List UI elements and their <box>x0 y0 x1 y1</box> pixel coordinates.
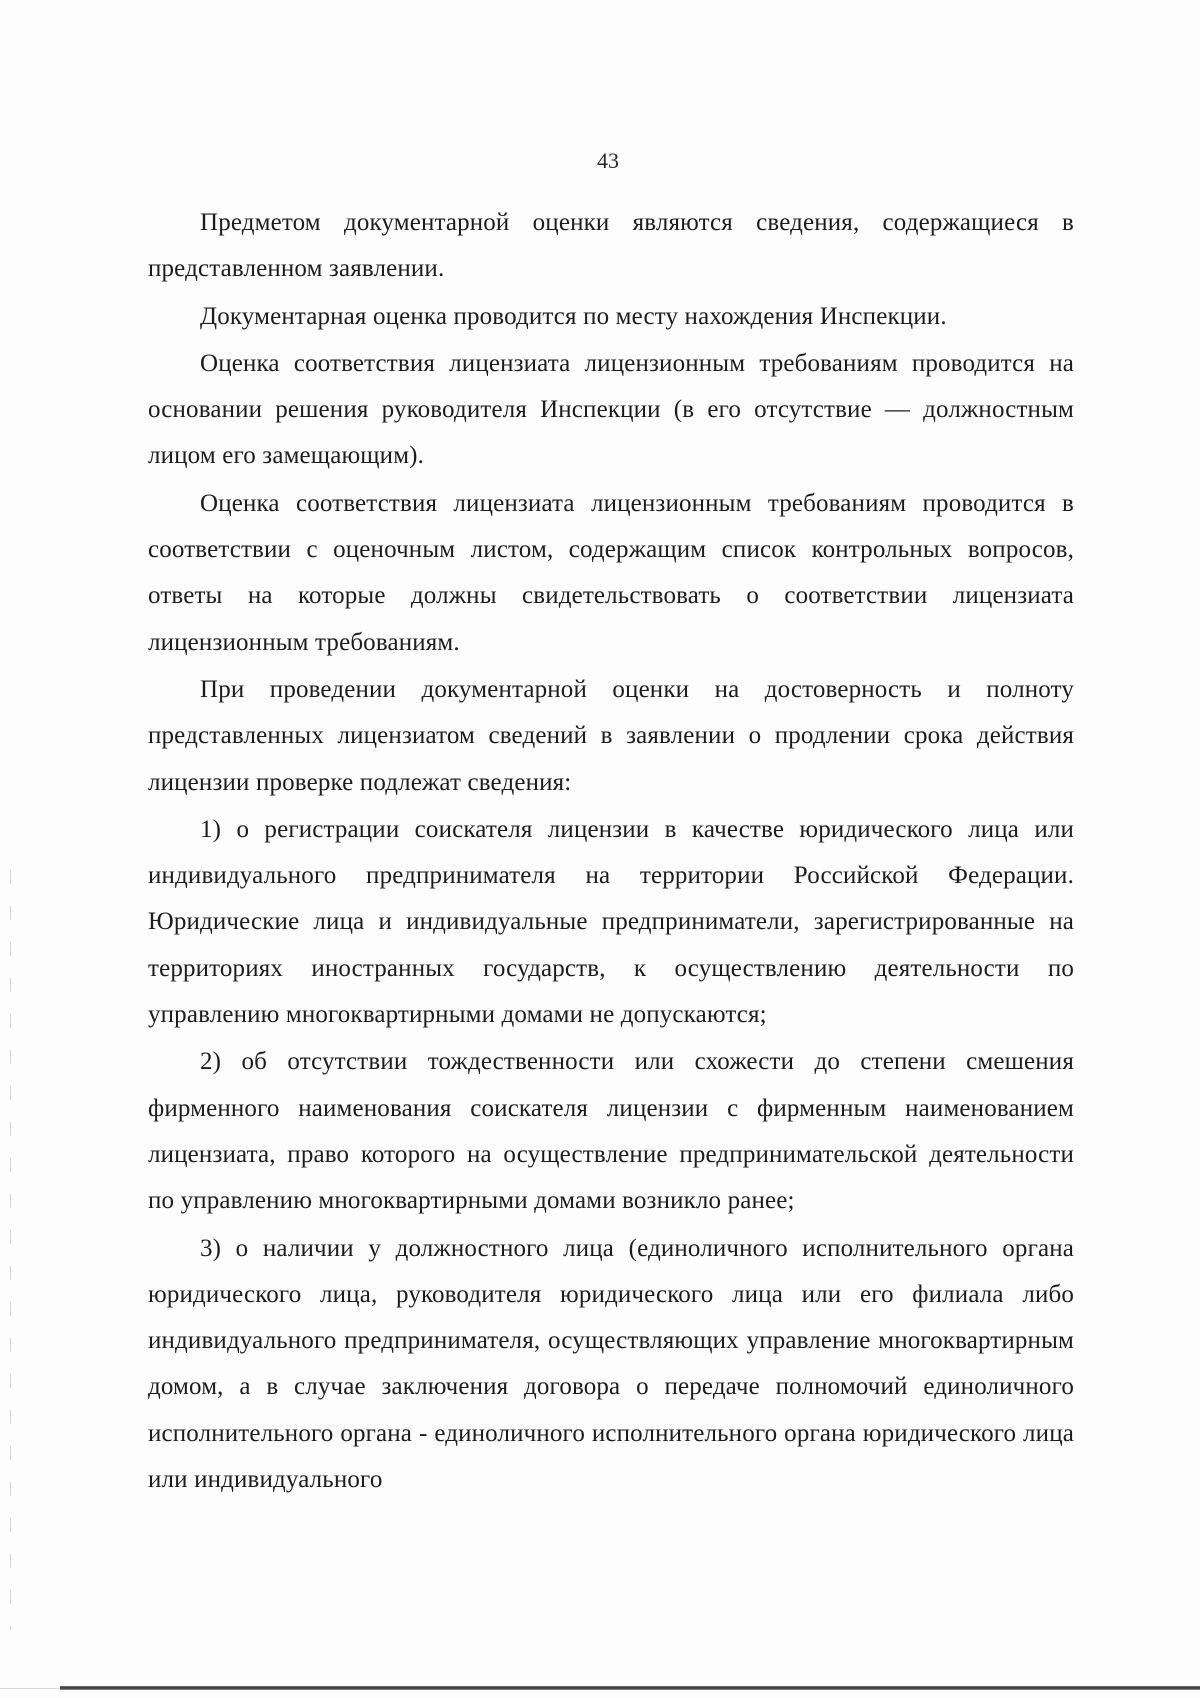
paragraph-location: Документарная оценка проводится по месту нахождения Инспекции. <box>200 302 947 330</box>
document-body <box>148 200 1074 1504</box>
paragraph-decision: Оценка соответствия лицензиата лицензионным требованиям проводится на основании решения руководителя Инспекции (в его отсутствие — должностным лицом его замещающим). <box>148 349 1074 470</box>
scan-left-edge <box>10 870 11 1630</box>
page-number: 43 <box>597 148 619 173</box>
list-item-1: 1) о регистрации соискателя лицензии в качестве юридического лица или индивидуального предпринимателя на территории Российской Федерации. Юридические лица и индивидуальные предприниматели, зарегистрированные на территориях иностранных государств, к осуществлению деятельности по управлению многоквартирными домами не допускаются; <box>148 815 1074 1029</box>
list-item-3: 3) о наличии у должностного лица (единоличного исполнительного органа юридического лица, руководителя юридического лица или его филиала либо индивидуального предпринимателя, осуществляющих управление многоквартирным домом, а в случае заключения договора о передаче полномочий единоличного исполнительного органа - единоличного исполнительного органа юридического лица или индивидуального <box>148 1234 1074 1494</box>
list-item-2: 2) об отсутствии тождественности или схожести до степени смешения фирменного наименования соискателя лицензии с фирменным наименованием лицензиата, право которого на осуществление предпринимательской деятельности по управлению многоквартирными домами возникло ранее; <box>148 1048 1074 1215</box>
paragraph-verification: При проведении документарной оценки на достоверность и полноту представленных лицензиатом сведений в заявлении о продлении срока действия лицензии проверке подлежат сведения: <box>148 675 1074 796</box>
scan-bottom-edge <box>60 1686 1200 1690</box>
scan-bottom-edge-faint <box>0 1688 60 1689</box>
paragraph-subject: Предметом документарной оценки являются сведения, содержащиеся в представленном заявлении. <box>148 209 1074 283</box>
paragraph-checklist: Оценка соответствия лицензиата лицензионным требованиям проводится в соответствии с оценочным листом, содержащим список контрольных вопросов, ответы на которые должны свидетельствовать о соответствии лицензиата лицензионным требованиям. <box>148 489 1074 656</box>
